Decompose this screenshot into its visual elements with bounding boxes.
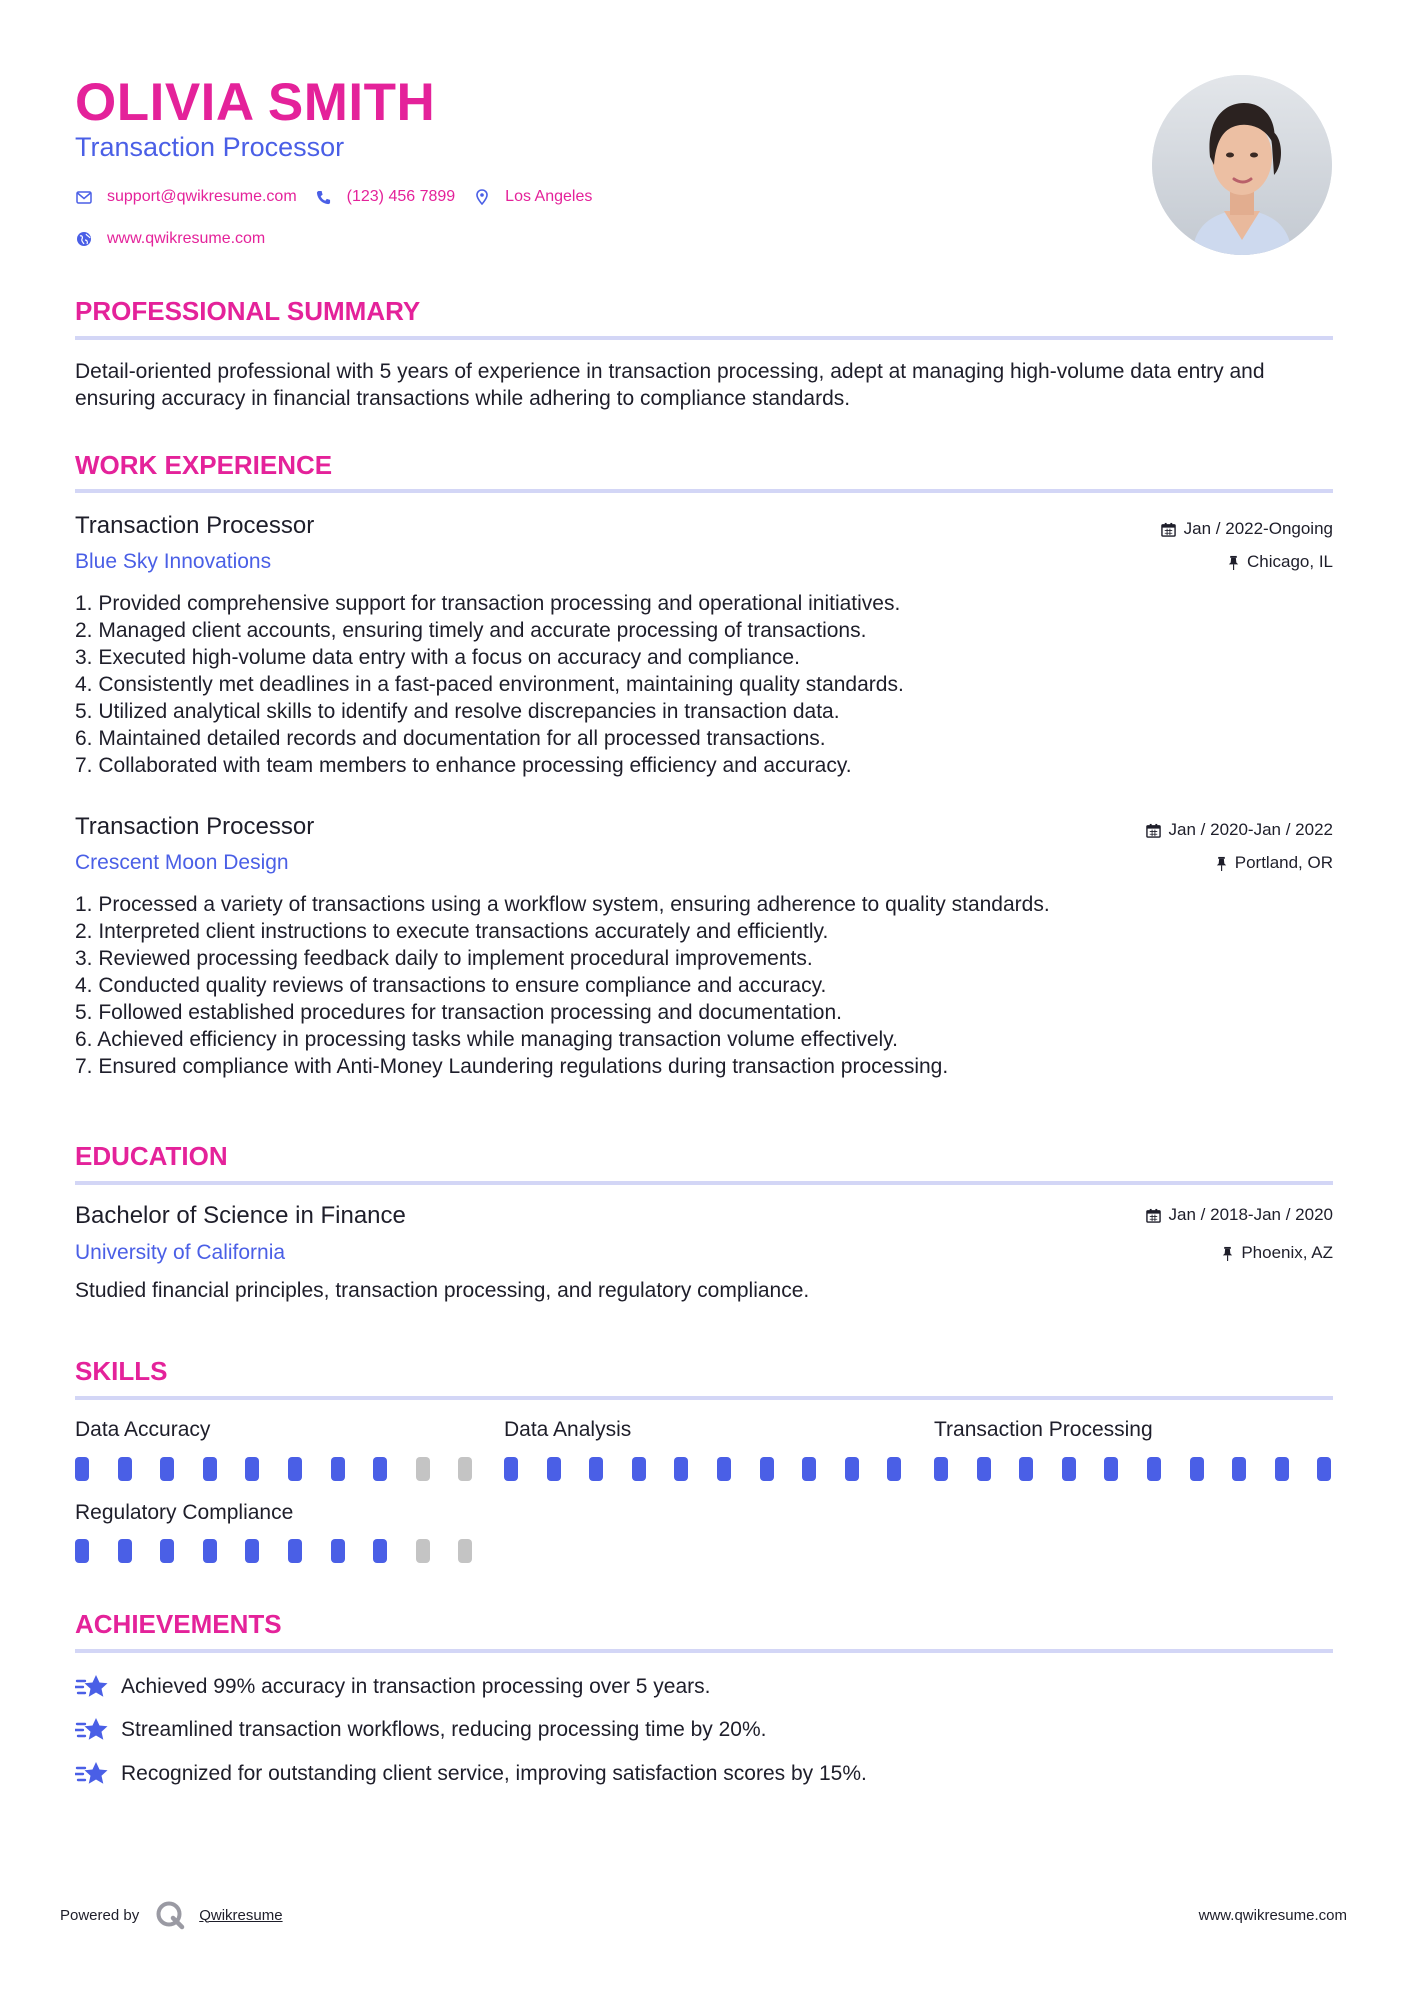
skill-level-filled <box>331 1539 345 1563</box>
skill-level-filled <box>160 1539 174 1563</box>
achievement-item <box>75 1759 867 1789</box>
skill-level-filled <box>1104 1457 1118 1481</box>
skill-label: Data Analysis <box>504 1418 632 1441</box>
candidate-name: OLIVIA SMITH <box>75 73 436 132</box>
candidate-role: Transaction Processor <box>75 132 345 162</box>
job-dates-text: Jan / 2022-Ongoing <box>1183 519 1333 538</box>
skill-meter <box>75 1539 472 1563</box>
skill-level-filled <box>1275 1457 1289 1481</box>
skill-level-empty <box>458 1539 472 1563</box>
skill-level-filled <box>373 1539 387 1563</box>
skill-level-filled <box>977 1457 991 1481</box>
achievements-divider <box>75 1649 1333 1653</box>
skill-level-empty <box>458 1457 472 1481</box>
list-item: 6. Maintained detailed records and documentation for all processed transactions. <box>75 727 826 750</box>
pushpin-icon <box>1228 555 1239 570</box>
skill-level-filled <box>1062 1457 1076 1481</box>
education-dates <box>1146 1205 1333 1225</box>
skill-level-filled <box>934 1457 948 1481</box>
list-item: 2. Managed client accounts, ensuring timely and accurate processing of transactions. <box>75 619 867 642</box>
job-bullets <box>75 891 1050 1080</box>
skill-level-filled <box>373 1457 387 1481</box>
phone-text[interactable]: (123) 456 7899 <box>346 188 456 205</box>
map-pin-icon <box>473 188 491 206</box>
achievement-text: Achieved 99% accuracy in transaction processing over 5 years. <box>121 1675 711 1698</box>
experience-heading: WORK EXPERIENCE <box>75 450 333 480</box>
list-item: 5. Utilized analytical skills to identify and resolve discrepancies in transaction data. <box>75 700 840 723</box>
summary-text: Detail-oriented professional with 5 years of experience in transaction processing, adept at managing high-volume data entry and ensuring accuracy in financial transactions while adhering to compliance standards. <box>75 360 1265 410</box>
list-item: 1. Processed a variety of transactions using a workflow system, ensuring adherence to quality standards. <box>75 893 1050 916</box>
list-item: 4. Consistently met deadlines in a fast-paced environment, maintaining quality standards. <box>75 673 904 696</box>
job-company: Crescent Moon Design <box>75 851 289 874</box>
skill-level-filled <box>589 1457 603 1481</box>
skill-label: Regulatory Compliance <box>75 1501 294 1524</box>
achievements-heading: ACHIEVEMENTS <box>75 1609 282 1639</box>
skill-level-filled <box>887 1457 901 1481</box>
skills-divider <box>75 1396 1333 1400</box>
skill-level-filled <box>288 1539 302 1563</box>
skill-label: Data Accuracy <box>75 1418 211 1441</box>
education-location <box>1222 1243 1333 1263</box>
skill-level-filled <box>75 1539 89 1563</box>
summary-heading: PROFESSIONAL SUMMARY <box>75 296 421 326</box>
job-location-text: Portland, OR <box>1234 853 1333 872</box>
globe-icon <box>75 230 93 248</box>
skill-level-filled <box>1190 1457 1204 1481</box>
star-icon <box>75 1715 109 1745</box>
skill-level-filled <box>547 1457 561 1481</box>
envelope-icon <box>75 188 93 206</box>
location-text: Los Angeles <box>505 188 593 205</box>
skill-level-filled <box>1019 1457 1033 1481</box>
skill-label: Transaction Processing <box>934 1418 1153 1441</box>
website-link[interactable]: www.qwikresume.com <box>107 230 266 247</box>
education-description: Studied financial principles, transaction processing, and regulatory compliance. <box>75 1279 810 1302</box>
list-item: 7. Ensured compliance with Anti-Money Laundering regulations during transaction processing. <box>75 1055 949 1078</box>
list-item: 6. Achieved efficiency in processing tasks while managing transaction volume effectively. <box>75 1028 898 1051</box>
footer-site-link[interactable]: www.qwikresume.com <box>1198 1907 1347 1924</box>
summary-divider <box>75 336 1333 340</box>
job-company: Blue Sky Innovations <box>75 550 272 573</box>
skill-level-filled <box>75 1457 89 1481</box>
job-location <box>1228 552 1333 572</box>
job-title: Transaction Processor <box>75 512 315 539</box>
pushpin-icon <box>1216 856 1227 871</box>
job-dates <box>1161 519 1333 539</box>
contact-row-secondary <box>75 230 283 248</box>
skill-level-filled <box>504 1457 518 1481</box>
job-dates-text: Jan / 2020-Jan / 2022 <box>1168 820 1333 839</box>
list-item: 3. Reviewed processing feedback daily to implement procedural improvements. <box>75 947 813 970</box>
education-heading: EDUCATION <box>75 1141 228 1171</box>
skill-level-empty <box>416 1457 430 1481</box>
skill-level-empty <box>416 1539 430 1563</box>
skill-level-filled <box>331 1457 345 1481</box>
skill-level-filled <box>1147 1457 1161 1481</box>
skill-level-filled <box>118 1539 132 1563</box>
skill-level-filled <box>245 1457 259 1481</box>
list-item: 5. Followed established procedures for transaction processing and documentation. <box>75 1001 842 1024</box>
calendar-icon <box>1146 1208 1161 1223</box>
education-dates-text: Jan / 2018-Jan / 2020 <box>1168 1205 1333 1224</box>
education-divider <box>75 1181 1333 1185</box>
degree-title: Bachelor of Science in Finance <box>75 1202 406 1229</box>
skill-level-filled <box>674 1457 688 1481</box>
achievement-text: Streamlined transaction workflows, reducing processing time by 20%. <box>121 1718 767 1741</box>
skill-level-filled <box>717 1457 731 1481</box>
skill-level-filled <box>245 1539 259 1563</box>
skills-heading: SKILLS <box>75 1356 168 1386</box>
skill-meter <box>504 1457 901 1481</box>
skill-level-filled <box>1232 1457 1246 1481</box>
skill-meter <box>934 1457 1331 1481</box>
achievement-item <box>75 1715 766 1745</box>
list-item: 7. Collaborated with team members to enhance processing efficiency and accuracy. <box>75 754 852 777</box>
email-link[interactable]: support@qwikresume.com <box>107 188 297 205</box>
skill-level-filled <box>632 1457 646 1481</box>
list-item: 4. Conducted quality reviews of transactions to ensure compliance and accuracy. <box>75 974 827 997</box>
skill-level-filled <box>288 1457 302 1481</box>
job-location-text: Chicago, IL <box>1247 552 1333 571</box>
job-bullets <box>75 590 904 779</box>
list-item: 1. Provided comprehensive support for transaction processing and operational initiatives. <box>75 592 901 615</box>
skill-level-filled <box>845 1457 859 1481</box>
achievement-item <box>75 1672 710 1702</box>
skill-level-filled <box>760 1457 774 1481</box>
calendar-icon <box>1161 522 1176 537</box>
school-name: University of California <box>75 1241 286 1264</box>
contact-row-primary <box>75 188 610 206</box>
job-dates <box>1146 820 1333 840</box>
job-title: Transaction Processor <box>75 813 315 840</box>
profile-photo <box>1152 75 1332 255</box>
star-icon <box>75 1672 109 1702</box>
list-item: 3. Executed high-volume data entry with a focus on accuracy and compliance. <box>75 646 800 669</box>
skill-meter <box>75 1457 472 1481</box>
calendar-icon <box>1146 823 1161 838</box>
achievement-text: Recognized for outstanding client service, improving satisfaction scores by 15%. <box>121 1762 867 1785</box>
skill-level-filled <box>118 1457 132 1481</box>
pushpin-icon <box>1222 1246 1233 1261</box>
education-location-text: Phoenix, AZ <box>1241 1243 1333 1262</box>
skill-level-filled <box>203 1457 217 1481</box>
skill-level-filled <box>203 1539 217 1563</box>
phone-icon <box>315 188 333 206</box>
skill-level-filled <box>160 1457 174 1481</box>
skill-level-filled <box>1317 1457 1331 1481</box>
list-item: 2. Interpreted client instructions to execute transactions accurately and efficiently. <box>75 920 829 943</box>
powered-by-label: Powered by <box>60 1906 140 1924</box>
qwikresume-brand-link[interactable]: Qwikresume <box>199 1906 283 1924</box>
qwikresume-logo-icon <box>155 1900 185 1930</box>
star-icon <box>75 1759 109 1789</box>
skill-level-filled <box>802 1457 816 1481</box>
job-location <box>1216 853 1333 873</box>
experience-divider <box>75 489 1333 493</box>
footer-powered-by <box>60 1900 283 1930</box>
